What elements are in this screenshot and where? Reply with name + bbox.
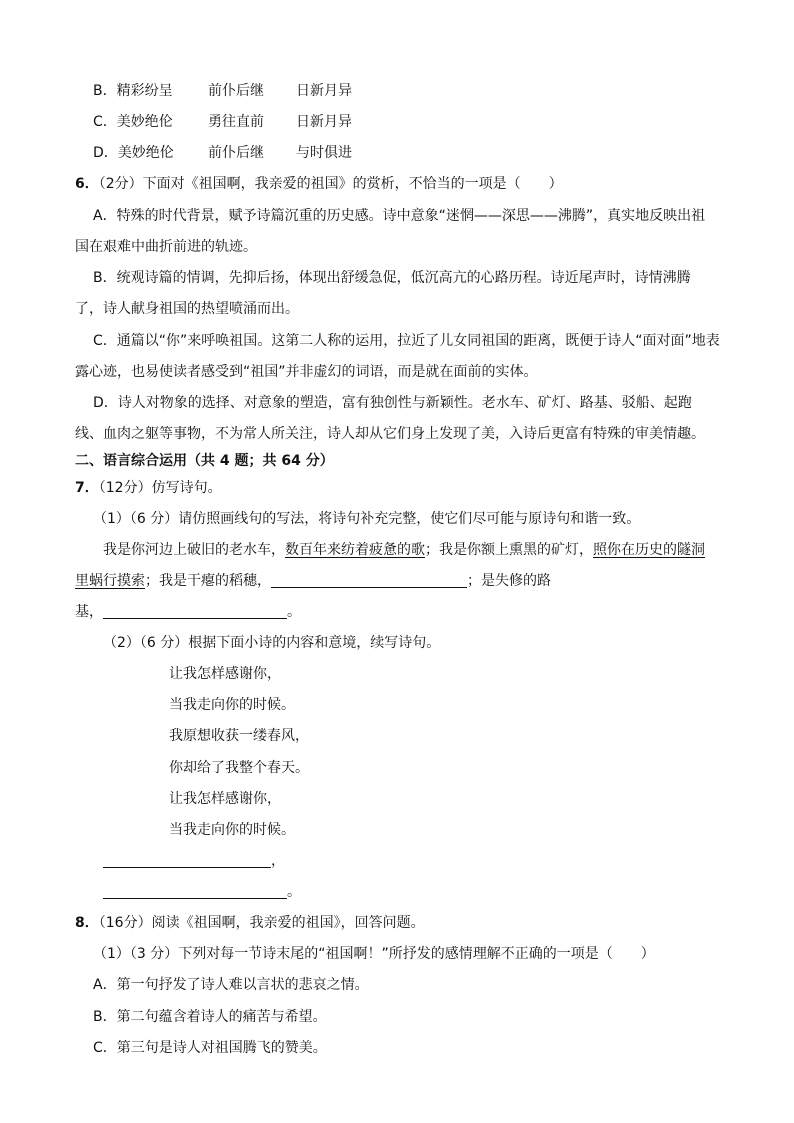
q8-option-a: A．第一句抒发了诗人难以言状的悲哀之情。 (93, 977, 369, 993)
poem-line: 我原想收获一缕春风， (169, 728, 309, 744)
poem-line: 让我怎样感谢你， (169, 791, 281, 807)
answer-blank[interactable] (103, 604, 287, 619)
q7-passage-line1 (103, 541, 705, 559)
q7-continuation-line1 (103, 852, 285, 870)
option-c-word1: C．美妙绝伦 (93, 114, 173, 130)
q6-option-b-line1: B．统观诗篇的情调，先抑后扬，体现出舒缓急促，低沉高亢的心路历程。诗近尾声时，诗情沸腾 (93, 270, 691, 286)
q6-option-a-line2: 国在艰难中曲折前进的轨迹。 (75, 239, 257, 255)
question-stem: （2分）下面对《祖国啊，我亲爱的祖国》的赏析，不恰当的一项是（ ） (98, 176, 563, 192)
q6-option-c-line2: 露心迹，也易使读者感受到“祖国”并非虚幻的词语，而是就在面前的实体。 (75, 364, 538, 380)
q6-stem (75, 175, 563, 193)
section-heading: 二、语言综合运用（共 4 题；共 64 分） (75, 453, 334, 469)
q6-option-d-line2: 线、血肉之躯等事物，不为常人所关注，诗人却从它们身上发现了美，入诗后更富有特殊的审美情趣。 (75, 426, 705, 442)
question-stem: （16分）阅读《祖国啊，我亲爱的祖国》，回答问题。 (98, 915, 425, 931)
underlined-sentence: 照你在历史的隧洞 (593, 542, 705, 558)
q6-option-c-line1: C．通篇以“你”来呼唤祖国。这第二人称的运用，拉近了儿女同祖国的距离，既便于诗人“面对面”地表 (93, 333, 720, 349)
q8-sub1-prompt: （1）（3 分）下列对每一节诗末尾的“祖国啊！”所抒发的感情理解不正确的一项是（ ） (93, 946, 655, 962)
option-b-word3: 日新月异 (296, 83, 352, 99)
q8-stem (75, 914, 425, 932)
q7-continuation-line2 (103, 883, 301, 901)
punctuation: 。 (287, 884, 301, 900)
q5-option-c (93, 113, 352, 131)
passage-text: ；我是你额上熏黑的矿灯， (425, 542, 593, 558)
q5-option-b (93, 82, 352, 100)
q8-option-c: C．第三句是诗人对祖国腾飞的赞美。 (93, 1040, 327, 1056)
answer-blank[interactable] (103, 853, 271, 868)
option-c-word2: 勇往直前 (208, 114, 264, 130)
option-d-word2: 前仆后继 (208, 145, 264, 161)
q5-option-d (93, 144, 352, 162)
underlined-sentence: 里蜗行摸索 (75, 573, 145, 589)
poem-line: 当我走向你的时候。 (169, 822, 295, 838)
option-d-word1: D．美妙绝伦 (93, 145, 174, 161)
punctuation: ， (271, 853, 285, 869)
q7-passage-line2 (75, 572, 551, 590)
option-c-word3: 日新月异 (296, 114, 352, 130)
q7-stem (75, 479, 222, 497)
q7-sub2-prompt: （2）（6 分）根据下面小诗的内容和意境，续写诗句。 (103, 635, 441, 651)
passage-text: 。 (287, 604, 301, 620)
passage-text: ；我是干瘪的稻穗， (145, 573, 271, 589)
question-number: 7． (75, 480, 99, 496)
option-d-word3: 与时俱进 (296, 145, 352, 161)
option-b-word2: 前仆后继 (208, 83, 264, 99)
q7-sub1-prompt: （1）（6 分）请仿照画线句的写法，将诗句补充完整，使它们尽可能与原诗句和谐一致。 (93, 511, 641, 527)
poem-line: 你却给了我整个春天。 (169, 760, 309, 776)
q6-option-b-line2: 了，诗人献身祖国的热望喷涌而出。 (75, 301, 299, 317)
option-b-word1: B．精彩纷呈 (93, 83, 173, 99)
poem-line: 当我走向你的时候。 (169, 697, 295, 713)
q7-passage-line3 (75, 603, 301, 621)
question-stem: （12分）仿写诗句。 (98, 480, 222, 496)
q6-option-d-line1: D．诗人对物象的选择、对意象的塑造，富有独创性与新颖性。老水车、矿灯、路基、驳船、起跑 (93, 395, 692, 411)
question-number: 6． (75, 176, 99, 192)
passage-text: 基， (75, 604, 103, 620)
q8-option-b: B．第二句蕴含着诗人的痛苦与希望。 (93, 1009, 327, 1025)
underlined-sentence: 数百年来纺着疲惫的歌 (285, 542, 425, 558)
poem-line: 让我怎样感谢你， (169, 666, 281, 682)
passage-text: ；是失修的路 (467, 573, 551, 589)
answer-blank[interactable] (103, 884, 287, 899)
answer-blank[interactable] (271, 573, 467, 588)
q6-option-a-line1: A．特殊的时代背景，赋予诗篇沉重的历史感。诗中意象“迷惘——深思——沸腾”，真实地反映出祖 (93, 208, 706, 224)
passage-text: 我是你河边上破旧的老水车， (103, 542, 285, 558)
question-number: 8． (75, 915, 99, 931)
